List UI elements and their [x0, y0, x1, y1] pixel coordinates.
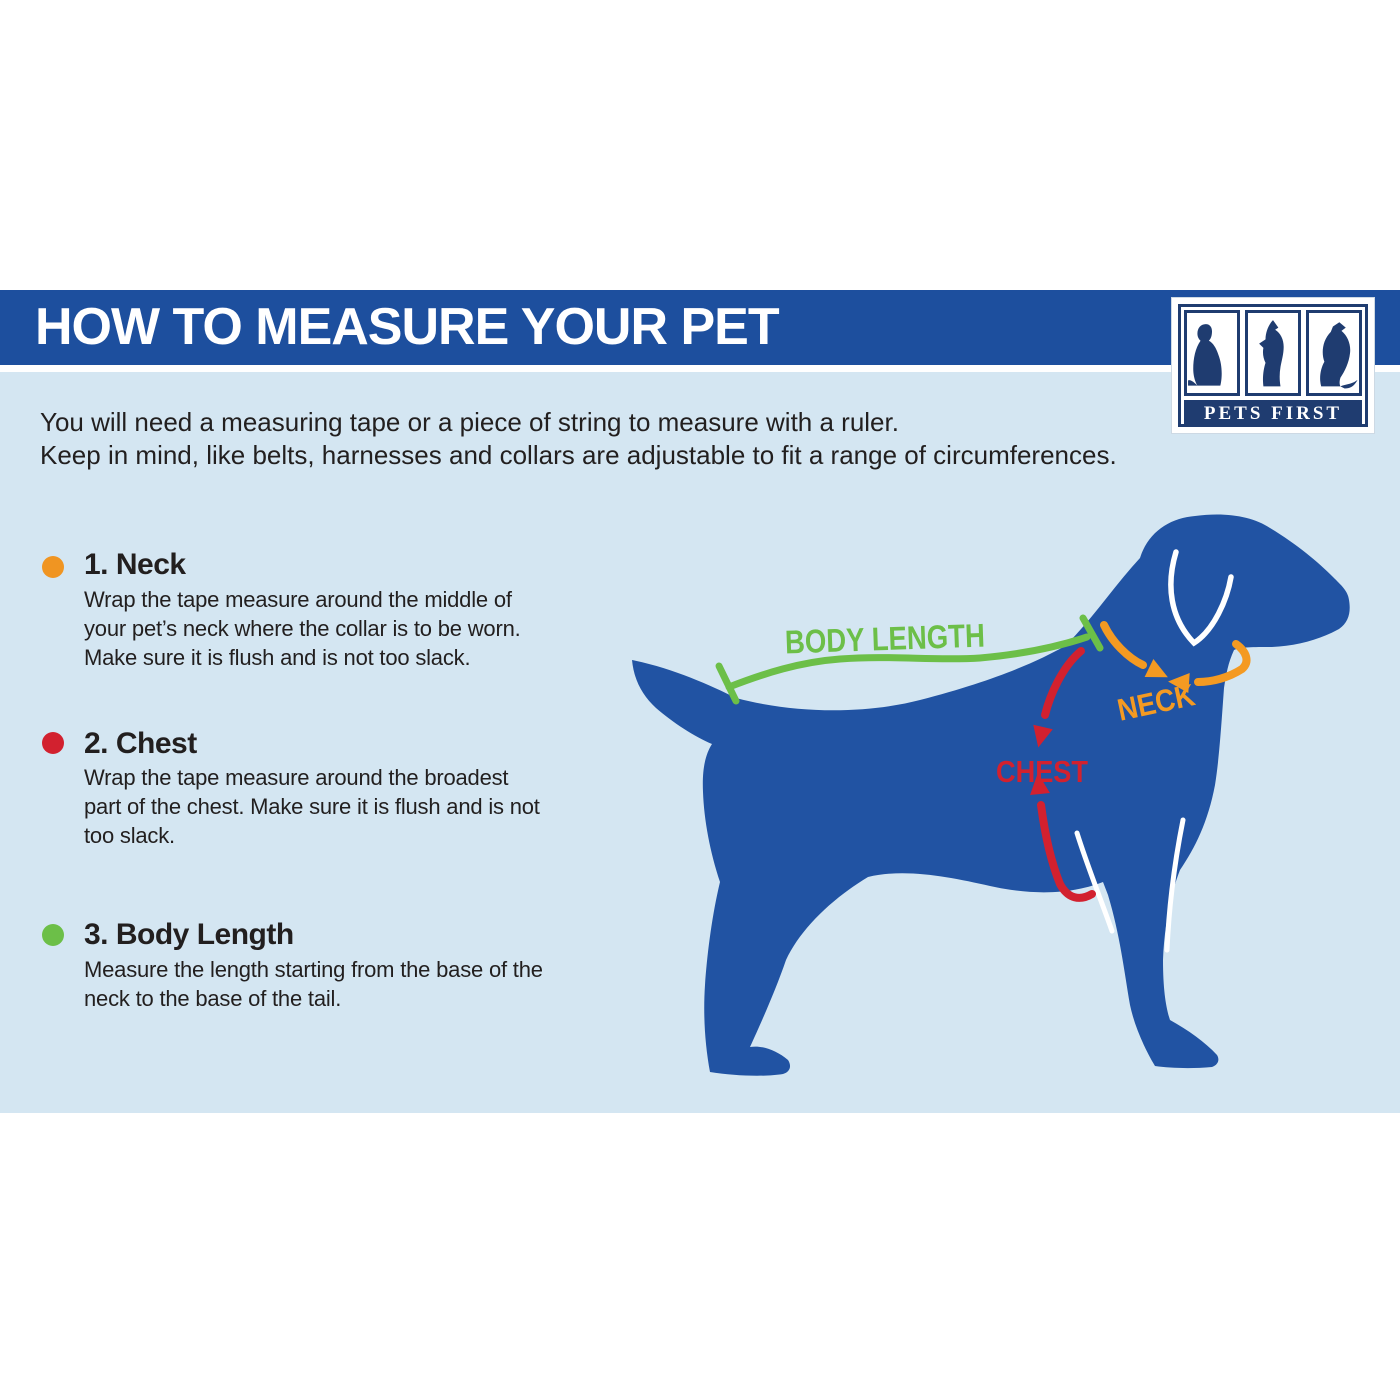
step-3-bullet: [42, 924, 64, 946]
logo-frame-3: [1306, 310, 1362, 396]
intro-text: [40, 406, 1117, 472]
neck-label: NECK: [1114, 675, 1208, 728]
step-1-description: [84, 585, 521, 672]
dog-measurement-diagram: [600, 495, 1390, 1120]
page-title: HOW TO MEASURE YOUR PET: [35, 298, 779, 356]
begging-dog-icon: [1248, 318, 1298, 393]
step-2-line-1: Wrap the tape measure around the broadest: [84, 765, 509, 790]
pets-first-logo: [1172, 298, 1374, 433]
dog-silhouette: [632, 515, 1350, 1076]
step-3-description: [84, 955, 543, 1013]
step-2-line-3: too slack.: [84, 823, 175, 848]
step-2-description: [84, 763, 540, 850]
chest-label: CHEST: [996, 754, 1089, 789]
step-1-bullet: [42, 556, 64, 578]
step-1-line-3: Make sure it is flush and is not too slack.: [84, 645, 471, 670]
step-3-line-1: Measure the length starting from the base of the: [84, 957, 543, 982]
step-3-line-2: neck to the base of the tail.: [84, 986, 342, 1011]
logo-wordmark: PETS FIRST: [1184, 400, 1362, 427]
sitting-dog-icon: [1187, 318, 1237, 393]
body-length-label: BODY LENGTH: [784, 615, 1026, 661]
intro-line-1: You will need a measuring tape or a piece of string to measure with a ruler.: [40, 407, 899, 437]
step-2-line-2: part of the chest. Make sure it is flush and is not: [84, 794, 540, 819]
step-2-heading: 2. Chest: [84, 727, 197, 760]
logo-dog-frames: [1184, 310, 1362, 396]
step-1-heading: 1. Neck: [84, 548, 186, 581]
step-1-line-2: your pet’s neck where the collar is to be worn.: [84, 616, 521, 641]
intro-line-2: Keep in mind, like belts, harnesses and collars are adjustable to fit a range of circumferences.: [40, 440, 1117, 470]
collie-dog-icon: [1309, 318, 1359, 393]
step-2-bullet: [42, 732, 64, 754]
logo-frame-1: [1184, 310, 1240, 396]
step-1-line-1: Wrap the tape measure around the middle of: [84, 587, 512, 612]
step-3-heading: 3. Body Length: [84, 918, 294, 951]
logo-border: [1178, 304, 1368, 427]
logo-frame-2: [1245, 310, 1301, 396]
